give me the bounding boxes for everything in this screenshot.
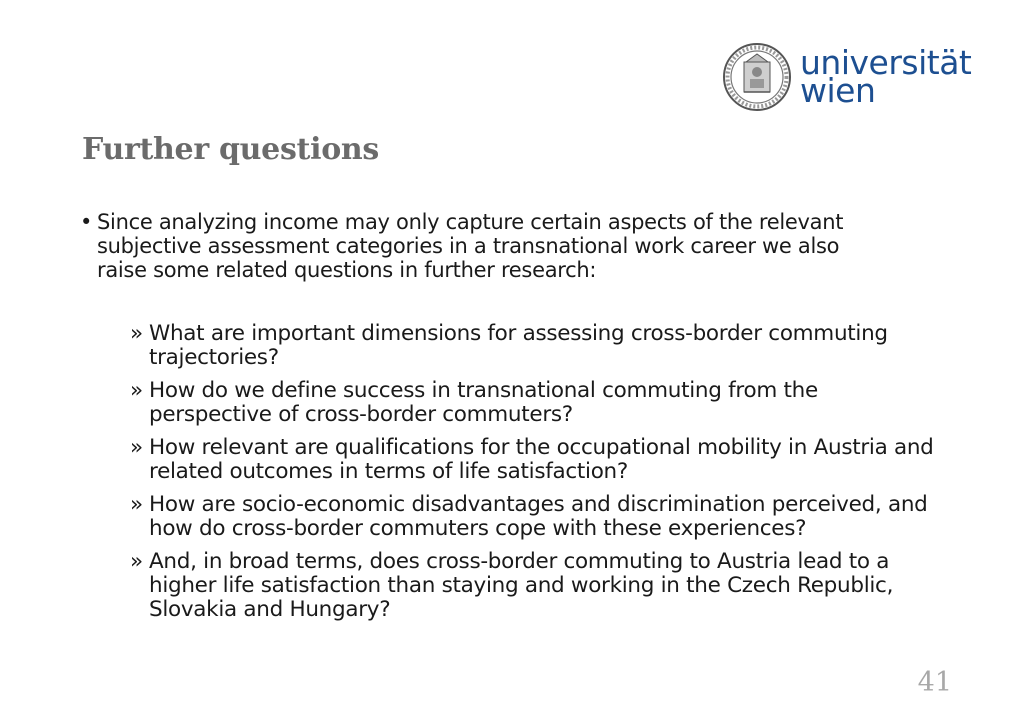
question-marker: » xyxy=(130,378,143,403)
wordmark-line-1: universität xyxy=(800,43,972,82)
question-text: How relevant are qualifications for the occupational mobility in Austria and related outcomes in terms of life satisfaction? xyxy=(149,435,934,484)
question-item xyxy=(130,493,940,541)
intro-bullet-item xyxy=(80,210,890,282)
question-marker: » xyxy=(130,435,143,460)
question-text: And, in broad terms, does cross-border commuting to Austria lead to a higher life satisfaction than staying and working in the Czech Republic, Slovakia and Hungary? xyxy=(149,549,894,622)
question-text: What are important dimensions for assessing cross-border commuting trajectories? xyxy=(149,321,888,370)
question-list xyxy=(130,322,940,631)
question-item xyxy=(130,379,940,427)
question-marker: » xyxy=(130,492,143,517)
university-wordmark xyxy=(800,43,972,110)
page-number: 41 xyxy=(917,667,952,698)
question-item xyxy=(130,322,940,370)
question-marker: » xyxy=(130,321,143,346)
university-logo xyxy=(722,42,971,112)
wordmark-line-2: wien xyxy=(800,71,876,110)
question-text: How do we define success in transnational commuting from the perspective of cross-border commuters? xyxy=(149,378,818,427)
question-item xyxy=(130,550,940,622)
university-seal-icon xyxy=(722,42,792,112)
question-item xyxy=(130,436,940,484)
slide-title: Further questions xyxy=(82,132,380,167)
question-marker: » xyxy=(130,549,143,574)
bullet-marker: • xyxy=(80,210,93,234)
question-text: How are socio-economic disadvantages and discrimination perceived, and how do cross-border commuters cope with these experiences? xyxy=(149,492,928,541)
intro-text: Since analyzing income may only capture certain aspects of the relevant subjective assessment categories in a transnational work career we also raise some related questions in further research: xyxy=(97,210,844,282)
